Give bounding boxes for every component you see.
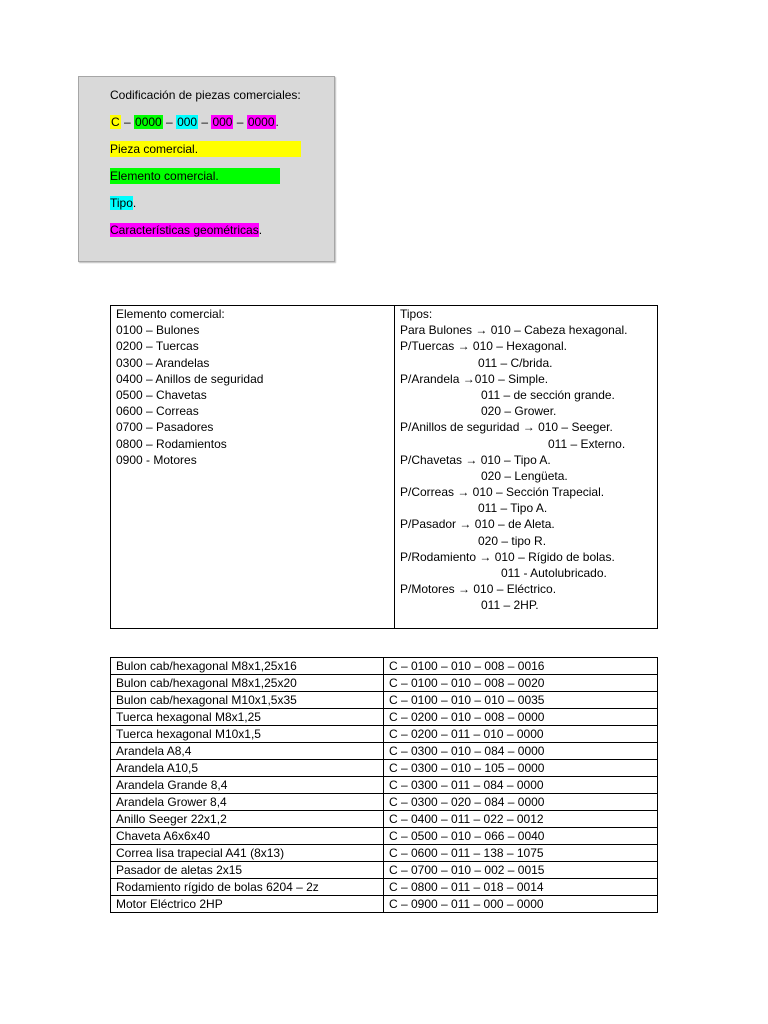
tipo-line: 011 - Autolubricado. (501, 566, 607, 580)
tipo-line: 011 – de sección grande. (481, 387, 615, 402)
code-part-tipo: 000 (177, 115, 198, 129)
elemento-item: 0700 – Pasadores (116, 420, 214, 435)
elemento-item: 0200 – Tuercas (116, 339, 199, 354)
code-format (110, 114, 279, 130)
table-row (111, 726, 658, 743)
tipo-line: P/Anillos de seguridad → 010 – Seeger. (400, 420, 613, 435)
tipo-line: P/Arandela →010 – Simple. (400, 371, 549, 386)
tipo-line: Para Bulones → 010 – Cabeza hexagonal. (400, 323, 628, 338)
elemento-item: 0400 – Anillos de seguridad (116, 371, 264, 386)
table-row (111, 675, 658, 692)
pieza-name: Chaveta A6x6x40 (111, 828, 384, 845)
coding-legend-box (78, 76, 335, 262)
tipo-line: 011 – Externo. (548, 436, 626, 451)
table-row (111, 777, 658, 794)
tipo-line: P/Chavetas → 010 – Tipo A. (400, 452, 551, 467)
table-row (111, 879, 658, 896)
pieza-code: C – 0300 – 010 – 105 – 0000 (384, 760, 658, 777)
legend-label-pieza: Pieza comercial. (110, 141, 301, 157)
table-row (111, 794, 658, 811)
table-row (111, 845, 658, 862)
pieza-code: C – 0100 – 010 – 008 – 0016 (384, 658, 658, 675)
legend-label-elemento: Elemento comercial. (110, 168, 280, 184)
tipo-line: 011 – C/brida. (478, 355, 553, 370)
tipo-line: 020 – Grower. (481, 404, 557, 419)
table-row (111, 709, 658, 726)
pieza-name: Arandela A10,5 (111, 760, 384, 777)
pieza-code: C – 0200 – 010 – 008 – 0000 (384, 709, 658, 726)
table-row (111, 692, 658, 709)
code-dash: – (198, 115, 212, 129)
code-part-pieza: C (111, 115, 120, 129)
pieza-code: C – 0600 – 011 – 138 – 1075 (384, 845, 658, 862)
table-row (111, 811, 658, 828)
pieza-name: Bulon cab/hexagonal M10x1,5x35 (111, 692, 384, 709)
pieza-code: C – 0300 – 011 – 084 – 0000 (384, 777, 658, 794)
table-row (111, 896, 658, 913)
legend-label-caracteristicas-dot: . (258, 223, 263, 237)
tipo-line: 020 – Lengüeta. (481, 468, 568, 483)
tipo-line: 020 – tipo R. (478, 533, 547, 548)
tipos-header: Tipos: (400, 307, 433, 321)
pieza-name: Arandela Grande 8,4 (111, 777, 384, 794)
code-dash: – (233, 115, 247, 129)
pieza-name: Arandela Grower 8,4 (111, 794, 384, 811)
elemento-item: 0300 – Arandelas (116, 355, 210, 370)
pieza-name: Bulon cab/hexagonal M8x1,25x16 (111, 658, 384, 675)
tipo-line: P/Tuercas → 010 – Hexagonal. (400, 339, 567, 354)
pieza-code: C – 0300 – 020 – 084 – 0000 (384, 794, 658, 811)
tipo-line: P/Pasador → 010 – de Aleta. (400, 517, 555, 532)
elementos-header: Elemento comercial: (116, 307, 225, 321)
pieza-code: C – 0700 – 010 – 002 – 0015 (384, 862, 658, 879)
legend-title: Codificación de piezas comerciales: (110, 88, 301, 102)
tipo-line: P/Motores → 010 – Eléctrico. (400, 582, 557, 597)
piezas-codes-table (110, 657, 658, 913)
tipo-line: 011 – 2HP. (481, 598, 539, 613)
pieza-name: Bulon cab/hexagonal M8x1,25x20 (111, 675, 384, 692)
pieza-name: Tuerca hexagonal M10x1,5 (111, 726, 384, 743)
pieza-name: Tuerca hexagonal M8x1,25 (111, 709, 384, 726)
legend-item-pieza (110, 141, 301, 157)
pieza-code: C – 0800 – 011 – 018 – 0014 (384, 879, 658, 896)
elemento-item: 0900 - Motores (116, 452, 197, 467)
legend-item-elemento (110, 168, 280, 184)
pieza-name: Anillo Seeger 22x1,2 (111, 811, 384, 828)
pieza-name: Arandela A8,4 (111, 743, 384, 760)
pieza-code: C – 0200 – 011 – 010 – 0000 (384, 726, 658, 743)
code-dash: – (162, 115, 177, 129)
elemento-item: 0600 – Correas (116, 404, 199, 419)
pieza-code: C – 0400 – 011 – 022 – 0012 (384, 811, 658, 828)
legend-label-caracteristicas: Características geométricas (110, 223, 259, 237)
elemento-item: 0100 – Bulones (116, 323, 200, 338)
table-row (111, 760, 658, 777)
elemento-item: 0800 – Rodamientos (116, 436, 227, 451)
tipos-cell (395, 306, 658, 629)
tipo-line: 011 – Tipo A. (478, 501, 548, 516)
legend-label-tipo-dot: . (132, 196, 137, 210)
pieza-name: Rodamiento rígido de bolas 6204 – 2z (111, 879, 384, 896)
pieza-code: C – 0100 – 010 – 008 – 0020 (384, 675, 658, 692)
elementos-cell (111, 306, 395, 629)
code-part-geom-2: 0000 (247, 115, 275, 129)
code-part-elemento: 0000 (135, 115, 162, 129)
pieza-code: C – 0100 – 010 – 010 – 0035 (384, 692, 658, 709)
legend-label-tipo: Tipo (110, 196, 133, 210)
pieza-code: C – 0500 – 010 – 066 – 0040 (384, 828, 658, 845)
tipo-line: P/Correas → 010 – Sección Trapecial. (400, 485, 605, 500)
pieza-name: Correa lisa trapecial A41 (8x13) (111, 845, 384, 862)
pieza-code: C – 0900 – 011 – 000 – 0000 (384, 896, 658, 913)
elemento-item: 0500 – Chavetas (116, 387, 207, 402)
legend-item-tipo (110, 195, 136, 211)
pieza-code: C – 0300 – 010 – 084 – 0000 (384, 743, 658, 760)
code-dash: – (120, 115, 135, 129)
pieza-name: Motor Eléctrico 2HP (111, 896, 384, 913)
pieza-name: Pasador de aletas 2x15 (111, 862, 384, 879)
table-row (111, 306, 658, 629)
code-part-geom-1: 000 (212, 115, 233, 129)
legend-item-caracteristicas (110, 222, 262, 238)
table-row (111, 658, 658, 675)
table-row (111, 862, 658, 879)
table-row (111, 743, 658, 760)
elementos-tipos-table (110, 305, 658, 629)
tipo-line: P/Rodamiento → 010 – Rígido de bolas. (400, 549, 615, 564)
table-row (111, 828, 658, 845)
code-end: . (275, 115, 279, 129)
